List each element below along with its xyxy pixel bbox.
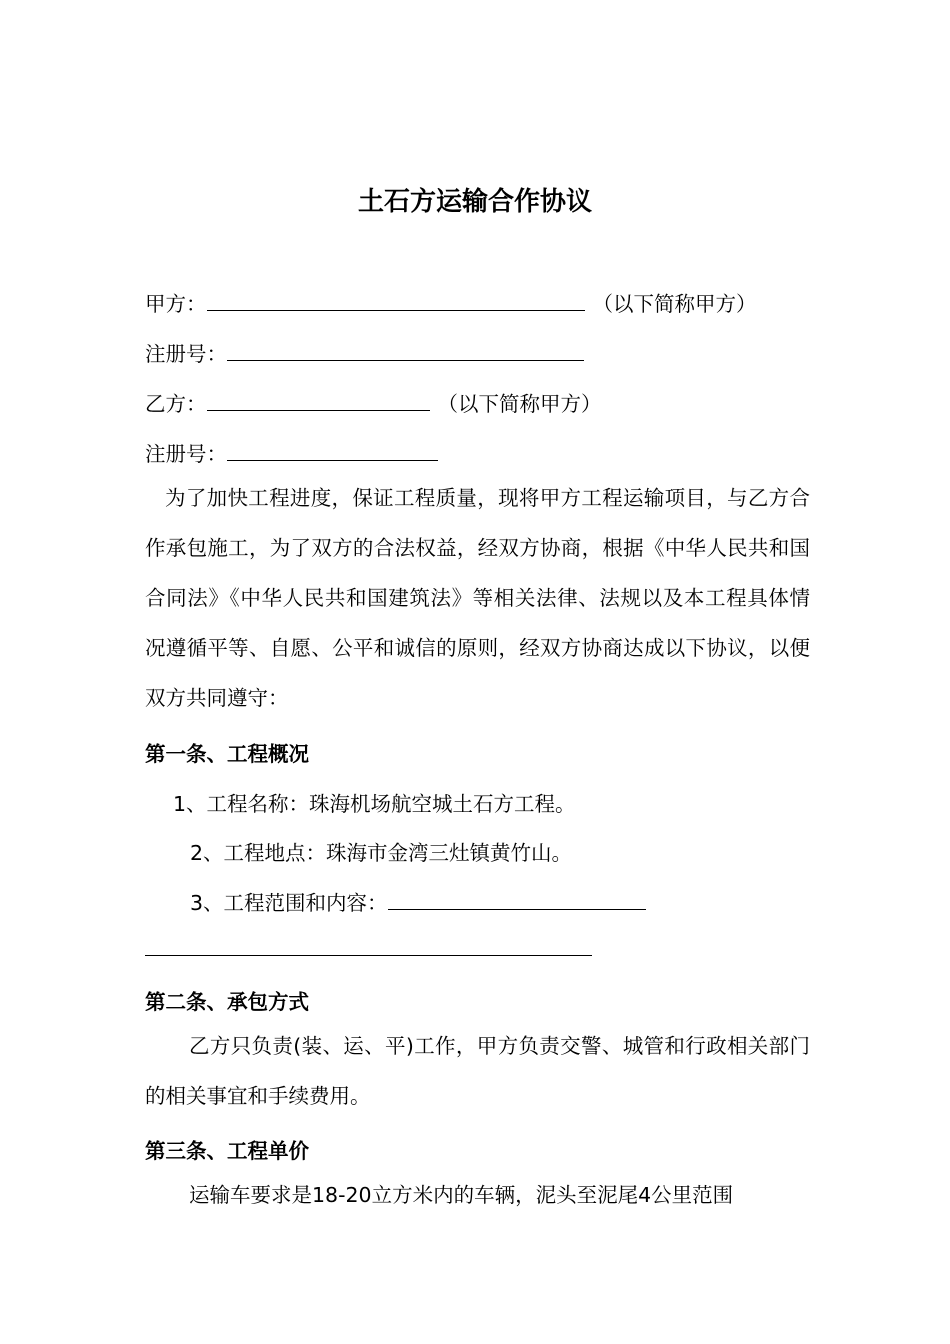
intro-paragraph: 为了加快工程进度，保证工程质量，现将甲方工程运输项目，与乙方合作承包施工，为了双方的合法权益，经双方协商，根据《中华人民共和国合同法》《中华人民共和国建筑法》等相关法律、法规以及本工程具体情况遵循平等、自愿、公平和诚信的原则，经双方协商达成以下协议，以便双方共同遵守： (145, 486, 810, 710)
party-a-label: 甲方： (145, 292, 207, 316)
scope-continuation-rule (145, 955, 592, 956)
article-1-item-3-line (190, 886, 646, 916)
article-1-item-1: 1、工程名称：珠海机场航空城土石方工程。 (173, 792, 576, 816)
document-title: 土石方运输合作协议 (357, 187, 592, 217)
reg-no-a-blank (227, 342, 584, 361)
party-b-blank (207, 392, 430, 411)
article-2-body: 乙方只负责(装、运、平)工作，甲方负责交警、城管和行政相关部门的相关事宜和手续费用。 (145, 1034, 810, 1108)
article-3-body: 运输车要求是18-20立方米内的车辆，泥头至泥尾4公里范围 (189, 1183, 734, 1207)
party-b-label: 乙方： (145, 392, 207, 416)
article-1-item-2: 2、工程地点：珠海市金湾三灶镇黄竹山。 (190, 841, 573, 865)
reg-no-b-label: 注册号： (145, 442, 227, 466)
article-3-heading: 第三条、工程单价 (145, 1139, 309, 1163)
party-b-suffix: （以下简称甲方） (437, 392, 602, 416)
party-a-line (145, 287, 757, 317)
party-a-suffix: （以下简称甲方） (592, 292, 757, 316)
party-b-line (145, 387, 602, 417)
reg-no-a-line (145, 337, 584, 367)
article-1-heading: 第一条、工程概况 (145, 742, 309, 766)
article-2-heading: 第二条、承包方式 (145, 990, 309, 1014)
article-1-item-3: 3、工程范围和内容： (190, 891, 388, 915)
reg-no-a-label: 注册号： (145, 342, 227, 366)
scope-blank (388, 891, 646, 910)
reg-no-b-line (145, 437, 438, 467)
party-a-blank (207, 292, 585, 311)
reg-no-b-blank (227, 442, 438, 461)
